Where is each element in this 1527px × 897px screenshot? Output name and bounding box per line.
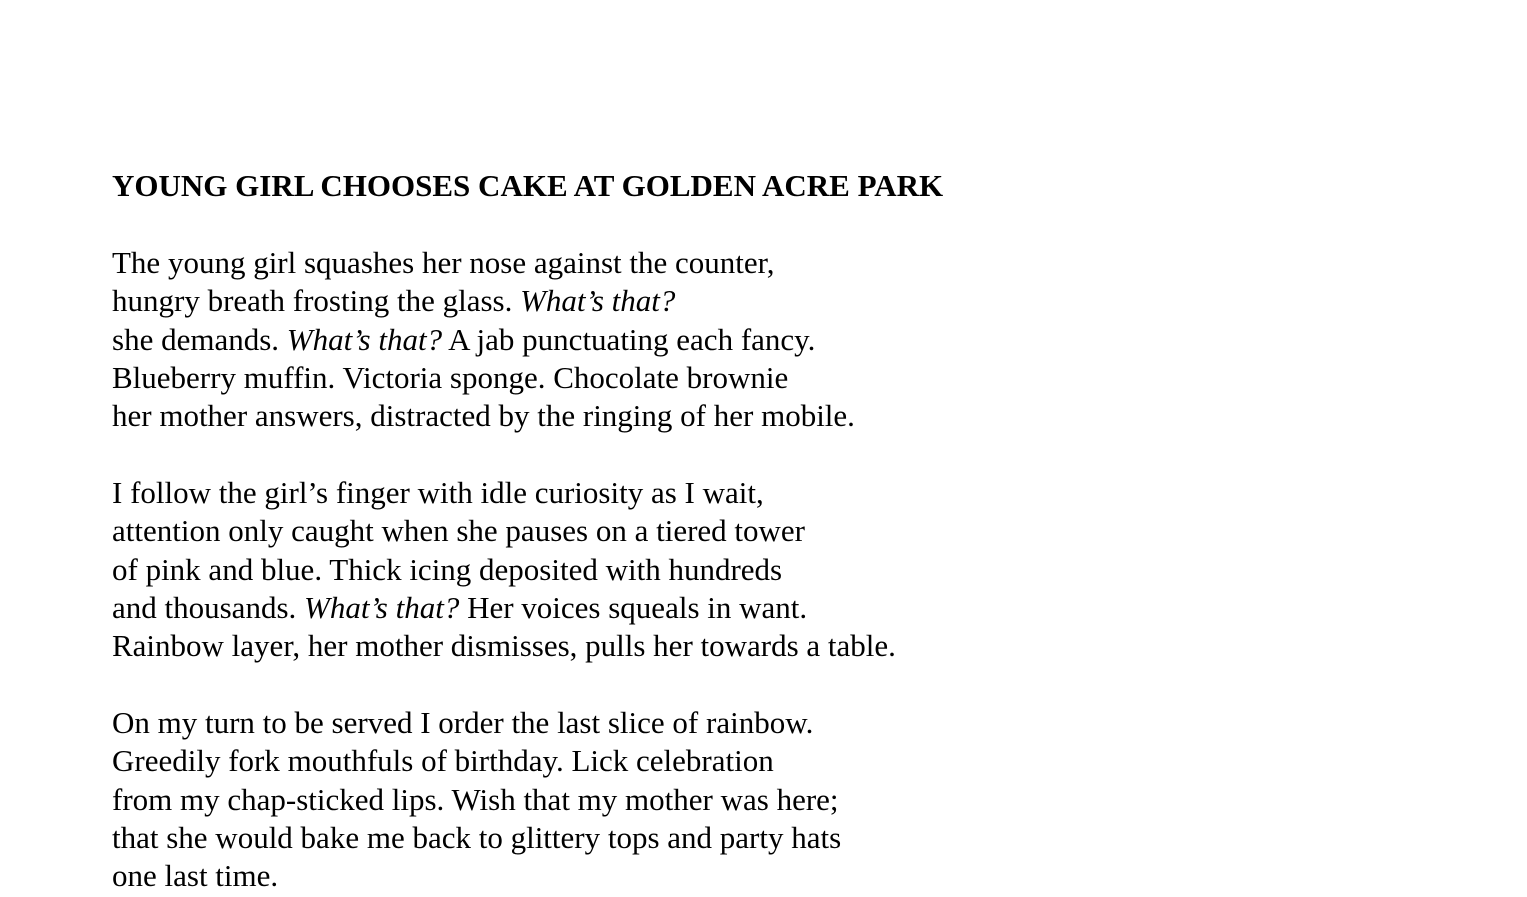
text-segment: Blueberry muffin. Victoria sponge. Chocolate brownie (112, 359, 789, 395)
poem-line (112, 819, 1492, 857)
text-segment: Her voices squeals in want. (459, 589, 808, 625)
text-segment: Rainbow layer, her mother dismisses, pulls her towards a table. (112, 628, 896, 664)
poem-line (112, 321, 1492, 359)
stanza (112, 474, 1492, 665)
italic-phrase: What’s that? (520, 283, 676, 319)
text-segment: hungry breath frosting the glass. (112, 283, 521, 319)
text-segment: of pink and blue. Thick icing deposited with hundreds (112, 551, 783, 587)
stanza (112, 244, 1492, 435)
text-segment: her mother answers, distracted by the ringing of her mobile. (112, 398, 855, 434)
text-segment: Greedily fork mouthfuls of birthday. Lick celebration (112, 743, 774, 779)
text-segment: she demands. (112, 321, 287, 357)
poem-body (112, 244, 1492, 895)
poem-line (112, 627, 1492, 665)
text-segment: and thousands. (112, 589, 305, 625)
text-segment: The young girl squashes her nose against the counter, (112, 245, 775, 280)
text-segment: A jab punctuating each fancy. (442, 321, 816, 357)
text-segment: that she would bake me back to glittery tops and party hats (112, 819, 842, 855)
poem-line (112, 359, 1492, 397)
poem-line (112, 589, 1492, 627)
poem-line (112, 474, 1492, 512)
text-segment: from my chap-sticked lips. Wish that my mother was here; (112, 781, 839, 817)
poem-line (112, 397, 1492, 435)
italic-phrase: What’s that? (304, 589, 460, 625)
italic-phrase: What’s that? (286, 321, 443, 357)
poem-line (112, 857, 1492, 895)
text-segment: attention only caught when she pauses on a tiered tower (112, 513, 805, 549)
poem-line (112, 282, 1492, 320)
text-segment: I follow the girl’s finger with idle curiosity as I wait, (112, 474, 764, 510)
poem-line (112, 704, 1492, 742)
text-segment: On my turn to be served I order the last slice of rainbow. (112, 704, 814, 740)
stanza (112, 704, 1492, 895)
poem-line (112, 551, 1492, 589)
poem-line (112, 244, 1492, 282)
text-segment: one last time. (112, 858, 279, 894)
poem-page (112, 166, 1492, 895)
poem-line (112, 512, 1492, 550)
poem-line (112, 742, 1492, 780)
poem-line (112, 781, 1492, 819)
poem-title: YOUNG GIRL CHOOSES CAKE AT GOLDEN ACRE PARK (112, 168, 944, 203)
